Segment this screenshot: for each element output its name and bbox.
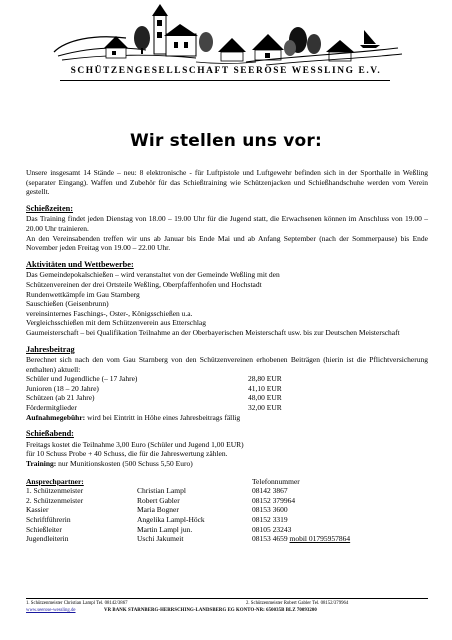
aktivitaeten-line: Rundenwettkämpfe im Gau Starnberg [26,289,140,299]
contact-name: Martin Lampl jun. [137,524,193,534]
aktivitaeten-line: Gaumeisterschaft – bei Qualifikation Teilnahme an der Oberbayerischen Meisterschaft usw. bis zur Deutschen Meisterschaft [26,327,400,337]
contact-role: 2. Schützenmeister [26,495,84,505]
fee-row [26,374,282,384]
training-label: Training: [26,459,57,469]
section-title-jahresbeitrag: Jahresbeitrag [26,344,75,354]
section-title-schiesszeiten: Schießzeiten: [26,203,74,213]
contact-phone: 08142 3867 [252,486,288,496]
contact-row [26,525,350,535]
contact-mobile: mobil 01795957864 [289,534,351,544]
footer-left-text: 1. Schützenmeister Christian Lampl Tel. 08142/3867 [26,601,128,606]
contact-row [26,496,350,506]
contact-phone: 08153 3600 [252,505,288,515]
contact-row [26,515,350,525]
contact-header-row [26,477,350,487]
aktivitaeten-line: Das Gemeindepokalschießen – wird veranstaltet von der Gemeinde Weßling mit den [26,270,280,280]
aufnahmegebuehr-text: wird bei Eintritt in Höhe eines Jahresbeitrags fällig [85,412,241,422]
contact-role: Schriftführerin [26,515,71,524]
contact-row [26,486,350,496]
main-content [26,168,428,544]
contact-name: Christian Lampl [137,486,186,496]
footer-contact-line [26,601,428,606]
footer-website-link[interactable]: www.seerose-wessling.de [26,608,76,613]
footer-right-text: 2. Schützenmeister Robert Gabler Tel. 08152/379964 [246,601,349,606]
fee-label: Schüler und Jugendliche (– 17 Jahre) [26,374,138,384]
contact-role: Kassier [26,505,49,515]
page-title: Wir stellen uns vor: [129,131,323,151]
fee-row [26,393,282,403]
contact-name: Maria Bogner [137,505,179,515]
contact-table [26,477,350,544]
contact-role: 1. Schützenmeister [26,486,84,496]
contact-row [26,534,350,544]
contact-phone: 08105 23243 [252,524,292,534]
schiesszeiten-text-2: An den Vereinsabenden treffen wir uns ab Januar bis Ende Mai und ab Anfang September (nach der Sommerpause) bis Ende November jeden Freitag von 19.00 – 22.00 Uhr. [26,233,428,253]
contact-role: Schießleiter [26,524,62,534]
fee-row [26,384,282,394]
section-title-schiessabend: Schießabend: [26,429,74,439]
fee-amount: 48,00 EUR [248,393,282,403]
footer-rule [26,598,428,599]
contact-phone: 08153 4659 [252,534,288,544]
schiessabend-line: Freitags kostet die Teilnahme 3,00 Euro (Schüler und Jugend 1,00 EUR) [26,439,244,449]
training-line [26,459,428,469]
club-name: SCHÜTZENGESELLSCHAFT SEEROSE WESSLING E.V. [70,66,382,76]
fee-amount: 32,00 EUR [248,403,282,413]
fee-label: Schützen (ab 21 Jahre) [26,393,95,403]
contact-name: Angelika Lampl-Höck [137,515,205,524]
footer-bank-line [26,608,428,613]
contact-role: Jugendleiterin [26,534,69,544]
aktivitaeten-line: Schützenvereinen der drei Ortsteile Weßling, Oberpfaffenhofen und Hochstadt [26,279,262,289]
contact-row [26,505,350,515]
contact-phone: 08152 3319 [252,515,288,524]
contact-header-phone: Telefonnummer [252,476,300,486]
contact-name: Uschi Jakumeit [137,534,184,544]
training-text: nur Munitionskosten (500 Schuss 5,50 Euro) [56,459,193,469]
contact-header-label: Ansprechpartner: [26,476,84,486]
fee-label: Fördermitglieder [26,403,77,413]
aufnahmegebuehr-line [26,413,428,423]
fee-table [26,374,282,412]
aktivitaeten-line: vereinsinternes Faschings-, Oster-, Königsschießen u.a. [26,308,193,318]
contact-phone-cell [252,534,350,544]
footer-bank-details: VR BANK STARNBERG-HERRSCHING-LANDSBERG EG KONTO-NR: 650035B BLZ 70093200 [104,608,317,613]
fee-amount: 41,10 EUR [248,383,282,393]
contact-name: Robert Gabler [137,495,180,505]
section-title-aktivitaeten: Aktivitäten und Wettbewerbe: [26,259,134,269]
intro-paragraph: Unsere insgesamt 14 Stände – neu: 8 elektronische - für Luftpistole und Luftgewehr befinden sich in der Sporthalle in Weßling (separater Eingang). Waffen und Zubehör für das Schießtraining wie Schützenjacken und Schießhandschuhe werden vom Verein gestellt. [26,168,428,197]
schiessabend-line: für 10 Schuss Probe + 40 Schuss, die für die Jahreswertung zählen. [26,449,228,459]
aufnahmegebuehr-label: Aufnahmegebühr: [26,412,86,422]
aktivitaeten-line: Sauschießen (Geisenbrunn) [26,299,109,309]
fee-amount: 28,80 EUR [248,374,282,384]
contact-phone: 08152 379964 [252,495,296,505]
aktivitaeten-line: Vergleichsschießen mit dem Schützenverein aus Etterschlag [26,318,207,328]
fee-label: Junioren (18 – 20 Jahre) [26,383,99,393]
schiesszeiten-text-1: Das Training findet jeden Dienstag von 18.00 – 19.00 Uhr für die Jugend statt, die Erwachsenen können im Anschluss von 19.00 – 20.00 Uhr trainieren. [26,214,428,233]
jahresbeitrag-intro: Berechnet sich nach den vom Gau Starnberg von den Schützenvereinen erhobenen Beiträgen (hierin ist die Pflichtversicherung enthalten) aktuell: [26,355,428,374]
header-rule [60,80,390,81]
fee-row [26,403,282,413]
